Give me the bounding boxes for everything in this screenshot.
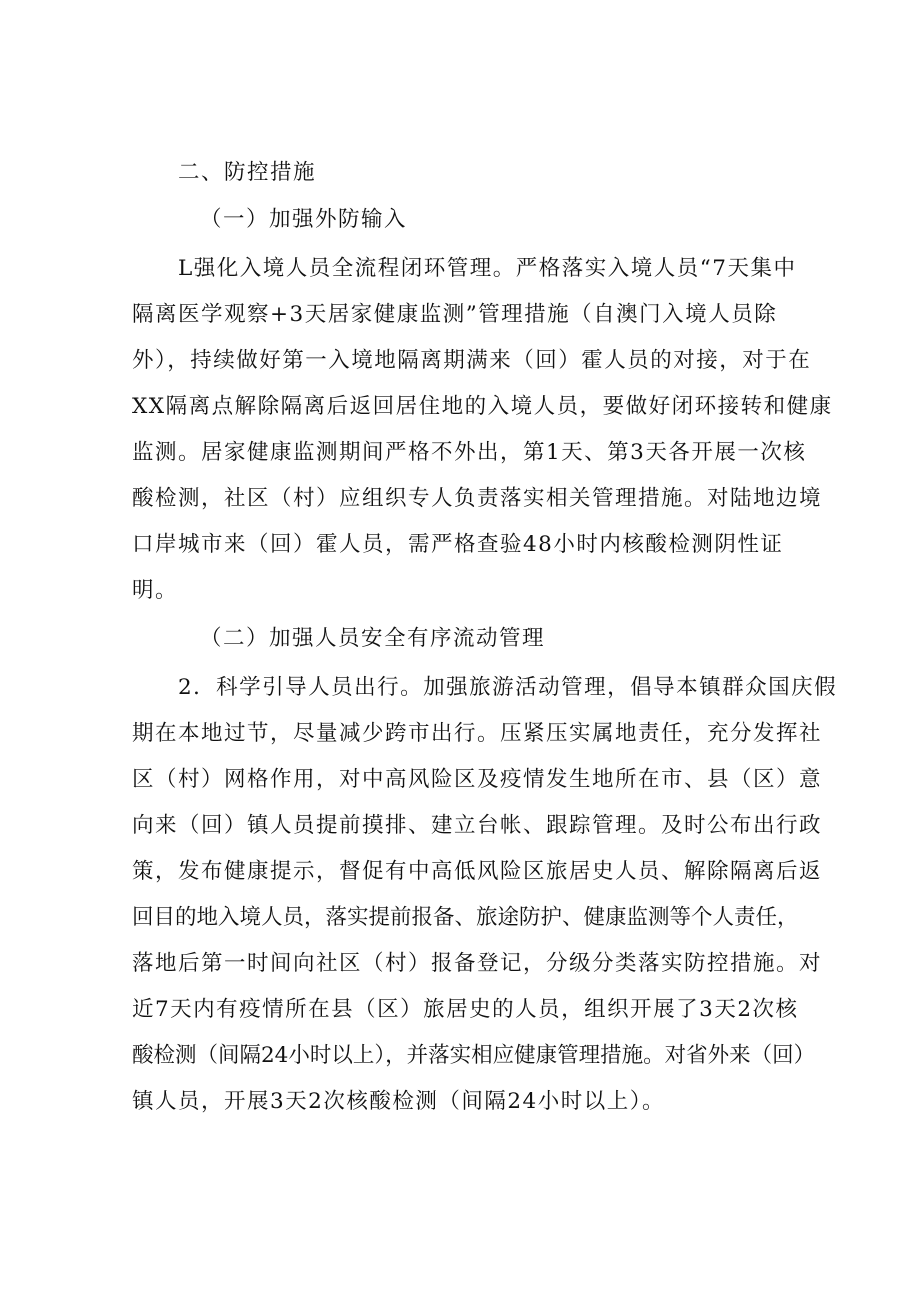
paragraph-1-line: XX隔离点解除隔离后返回居住地的入境人员，要做好闭环接转和健康 <box>132 394 833 419</box>
paragraph-2-line: 酸检测（间隔24小时以上），并落实相应健康管理措施。对省外来（回） <box>132 1043 816 1068</box>
paragraph-1-line: L强化入境人员全流程闭环管理。严格落实入境人员“7天集中 <box>178 256 797 281</box>
paragraph-1-line: 外），持续做好第一入境地隔离期满来（回）霍人员的对接，对于在 <box>132 348 812 373</box>
paragraph-2-line: 回目的地入境人员，落实提前报备、旅途防护、健康监测等个人责任， <box>132 905 799 930</box>
paragraph-1-line: 监测。居家健康监测期间严格不外出，第1天、第3天各开展一次核 <box>132 440 807 465</box>
paragraph-1-line: 隔离医学观察+3天居家健康监测”管理措施（自澳门入境人员除 <box>132 302 778 327</box>
paragraph-1-line: 酸检测，社区（村）应组织专人负责落实相关管理措施。对陆地边境 <box>132 486 823 511</box>
paragraph-2-line: 2．科学引导人员出行。加强旅游活动管理，倡导本镇群众国庆假 <box>178 675 838 700</box>
subsection-title-1: （一）加强外防输入 <box>200 207 408 232</box>
paragraph-2-line: 期在本地过节，尽量减少跨市出行。压紧压实属地责任，充分发挥社 <box>132 721 823 746</box>
paragraph-1-line: 明。 <box>132 578 179 603</box>
section-title: 二、防控措施 <box>178 160 317 185</box>
paragraph-2-line: 向来（回）镇人员提前摸排、建立台帐、跟踪管理。及时公布出行政 <box>132 813 823 838</box>
paragraph-2-line: 近7天内有疫情所在县（区）旅居史的人员，组织开展了3天2次核 <box>132 997 799 1022</box>
subsection-title-2: （二）加强人员安全有序流动管理 <box>200 626 546 651</box>
paragraph-1-line: 口岸城市来（回）霍人员，需严格查验48小时内核酸检测阴性证 <box>132 532 784 557</box>
paragraph-2-line: 区（村）网格作用，对中高风险区及疫情发生地所在市、县（区）意 <box>132 767 823 792</box>
paragraph-2-line: 镇人员，开展3天2次核酸检测（间隔24小时以上）。 <box>132 1089 665 1114</box>
paragraph-2-line: 策，发布健康提示，督促有中高低风险区旅居史人员、解除隔离后返 <box>132 859 823 884</box>
paragraph-2-line: 落地后第一时间向社区（村）报备登记，分级分类落实防控措施。对 <box>132 951 823 976</box>
